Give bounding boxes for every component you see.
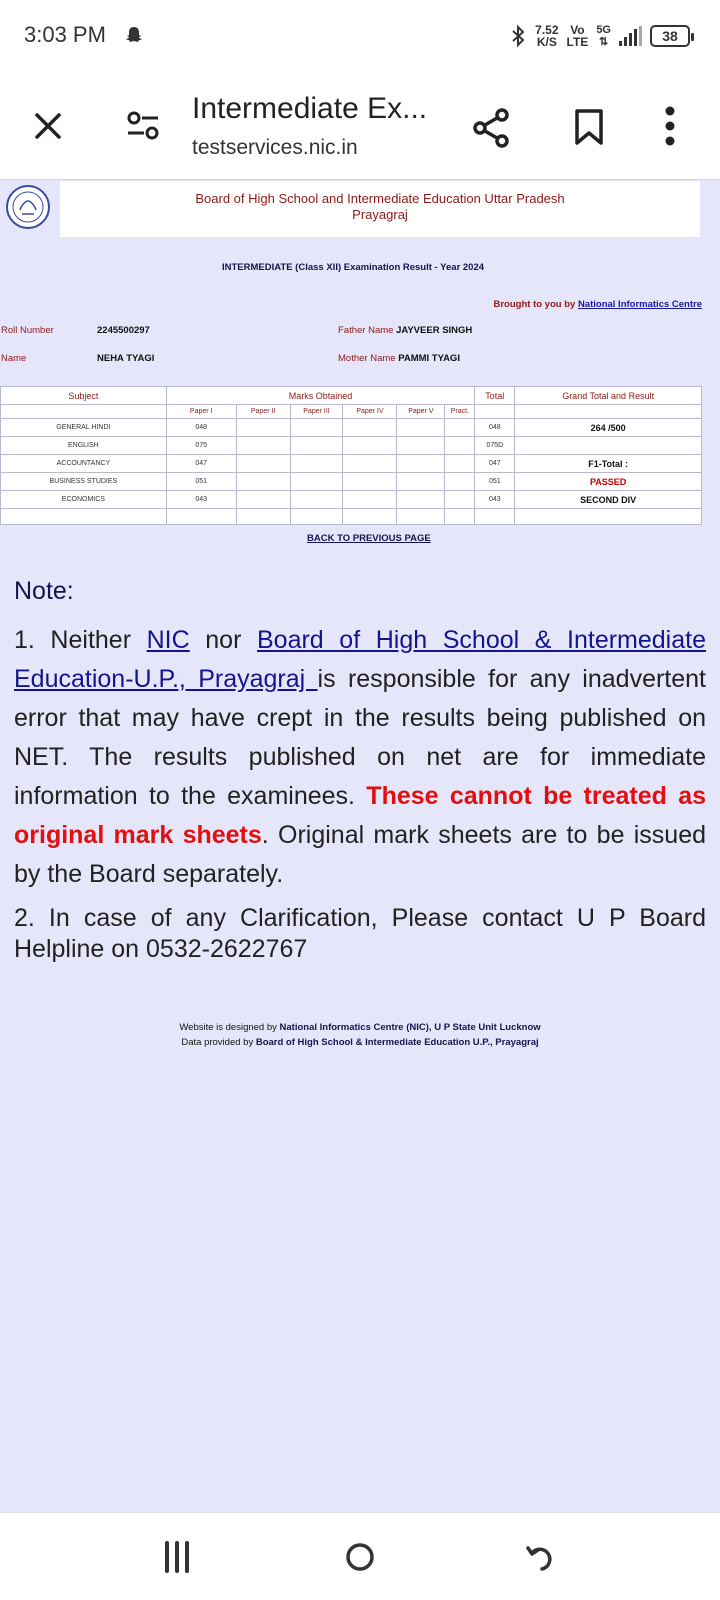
subject-cell: BUSINESS STUDIES xyxy=(1,473,167,491)
total-header: Total xyxy=(475,387,515,405)
warning-text: These cannot be treated as original mark sheets xyxy=(14,782,707,849)
network-type xyxy=(596,24,611,48)
subject-cell: ACCOUNTANCY xyxy=(1,455,167,473)
name-label: Name xyxy=(1,353,27,364)
bluetooth-icon xyxy=(509,24,527,48)
total-cell: 051 xyxy=(475,473,515,491)
roll-number-label: Roll Number xyxy=(1,325,54,336)
table-row xyxy=(1,473,702,491)
subject-cell: ECONOMICS xyxy=(1,491,167,509)
system-nav-bar xyxy=(0,1512,720,1600)
result-status-cell: PASSED xyxy=(515,473,702,491)
snapchat-icon xyxy=(124,25,144,45)
paper-header: Paper III xyxy=(290,405,343,419)
signal-icon xyxy=(619,26,642,46)
up-board-logo xyxy=(0,184,56,230)
subject-cell: ENGLISH xyxy=(1,437,167,455)
subject-header: Subject xyxy=(1,387,167,405)
grand-total-cell xyxy=(515,437,702,455)
roll-number-value: 2245500297 xyxy=(97,325,150,336)
board-note-link[interactable]: Board of High School & Intermediate Education-U.P., Prayagraj xyxy=(14,626,706,693)
page-title[interactable]: Intermediate Ex... xyxy=(192,92,428,125)
paper-header: Paper I xyxy=(166,405,236,419)
total-cell: 075D xyxy=(475,437,515,455)
recent-apps-icon[interactable] xyxy=(162,1539,192,1575)
network-speed xyxy=(535,24,558,48)
board-city: Prayagraj xyxy=(352,207,408,222)
tune-icon[interactable] xyxy=(126,110,160,142)
browser-toolbar xyxy=(0,72,720,180)
table-row xyxy=(1,437,702,455)
paper-header-row xyxy=(1,405,702,419)
page-url[interactable]: testservices.nic.in xyxy=(192,136,358,159)
paper1-cell: 047 xyxy=(166,455,236,473)
nic-note-link[interactable]: NIC xyxy=(146,626,190,654)
network-label: 5G xyxy=(596,24,611,36)
back-to-previous-link[interactable]: BACK TO PREVIOUS PAGE xyxy=(307,533,431,544)
table-header-row xyxy=(1,387,702,405)
page-footer xyxy=(0,1020,720,1050)
brought-by xyxy=(494,299,703,310)
volte-indicator xyxy=(567,24,589,48)
volte-top: Vo xyxy=(570,23,585,37)
paper-header: Paper IV xyxy=(343,405,397,419)
total-cell: 043 xyxy=(475,491,515,509)
data-arrows: ⇅ xyxy=(599,36,609,48)
total-cell: 048 xyxy=(475,419,515,437)
web-page xyxy=(0,181,720,1512)
paper1-cell: 075 xyxy=(166,437,236,455)
note-paragraph-1: 1. Neither NIC nor Board of High School & Intermediate Education-U.P., Prayagraj is responsible for any inadvertent error that may have crept in the results being published on NET. The results published on net are for immediate information to the examinees. These cannot be treated as original mark sheets. Original mark sheets are to be issued by the Board separately. xyxy=(14,626,707,888)
footer-line-2: Data provided by Board of High School & Intermediate Education U.P., Prayagraj xyxy=(181,1037,539,1048)
footer-line-1: Website is designed by National Informatics Centre (NIC), U P State Unit Lucknow xyxy=(179,1022,541,1033)
grand-total-header: Grand Total and Result xyxy=(515,387,702,405)
paper1-cell: 043 xyxy=(166,491,236,509)
board-header xyxy=(60,181,700,237)
battery-icon xyxy=(650,25,690,47)
total-cell: 047 xyxy=(475,455,515,473)
home-icon[interactable] xyxy=(344,1541,376,1573)
more-vert-icon[interactable] xyxy=(664,106,676,146)
result-label-cell: F1-Total : xyxy=(515,455,702,473)
board-name: Board of High School and Intermediate Education Uttar Pradesh xyxy=(195,191,565,206)
share-icon[interactable] xyxy=(472,108,510,148)
brought-prefix: Brought to you by xyxy=(493,299,578,310)
mother-name: Mother Name PAMMI TYAGI xyxy=(338,353,460,364)
table-row xyxy=(1,419,702,437)
table-row-empty xyxy=(1,509,702,525)
bookmark-icon[interactable] xyxy=(574,108,604,146)
paper1-cell: 048 xyxy=(166,419,236,437)
note-paragraph-2: 2. In case of any Clarification, Please contact U P Board Helpline on 0532-2622767 xyxy=(14,904,706,963)
marks-header: Marks Obtained xyxy=(166,387,475,405)
nic-link[interactable]: National Informatics Centre xyxy=(577,299,702,310)
close-icon[interactable] xyxy=(32,110,64,142)
status-indicators xyxy=(509,20,690,52)
volte-bottom: LTE xyxy=(566,35,589,49)
back-icon[interactable] xyxy=(526,1541,560,1573)
paper-header: Paper V xyxy=(397,405,445,419)
paper1-cell: 051 xyxy=(166,473,236,491)
paper-header: Paper II xyxy=(236,405,290,419)
battery-level: 38 xyxy=(662,28,678,44)
note-title: Note: xyxy=(14,577,74,605)
table-row xyxy=(1,491,702,509)
status-time: 3:03 PM xyxy=(24,22,106,47)
grand-total-cell: 264 /500 xyxy=(515,419,702,437)
exam-title: INTERMEDIATE (Class XII) Examination Result - Year 2024 xyxy=(222,262,485,273)
table-row xyxy=(1,455,702,473)
speed-value: 7.52 xyxy=(535,23,559,37)
name-value: NEHA TYAGI xyxy=(97,353,155,364)
paper-header: Pract. xyxy=(445,405,475,419)
status-bar xyxy=(0,0,720,72)
subject-cell: GENERAL HINDI xyxy=(1,419,167,437)
father-name: Father Name JAYVEER SINGH xyxy=(338,325,473,336)
division-cell: SECOND DIV xyxy=(515,491,702,509)
result-table xyxy=(0,386,702,525)
speed-unit: K/S xyxy=(536,35,557,49)
